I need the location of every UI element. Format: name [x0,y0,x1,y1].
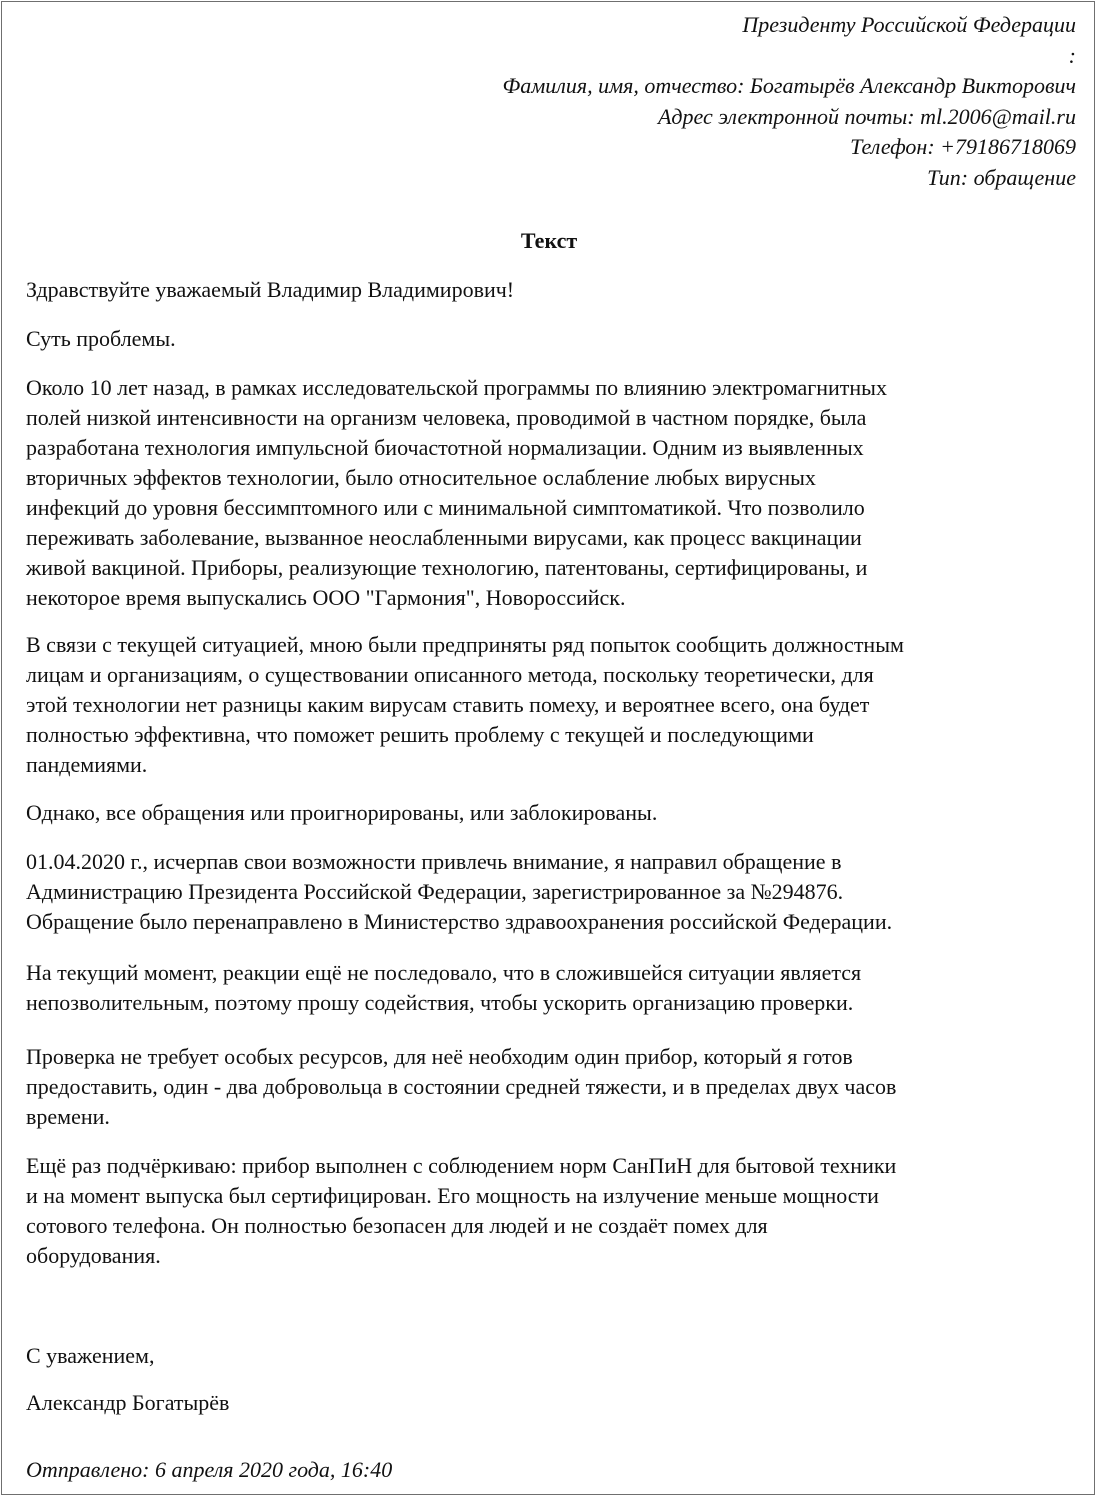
text-line: На текущий момент, реакции ещё не последовало, что в сложившейся ситуации является [26,960,862,985]
problem-heading-line: Суть проблемы. [26,326,176,351]
text-line: разработана технология импульсной биочастотной нормализации. Одним из выявленных [26,435,864,460]
header-type: Тип: обращение [927,164,1076,190]
text-line: Обращение было перенаправлено в Министерство здравоохранения российской Федерации. [26,909,893,934]
sent-timestamp: Отправлено: 6 апреля 2020 года, 16:40 [26,1457,393,1482]
text-line: живой вакциной. Приборы, реализующие технологию, патентованы, сертифицированы, и [26,555,868,580]
text-line: времени. [26,1104,110,1129]
header-colon: : [1068,42,1076,68]
closing [26,1341,1081,1371]
header-full-name: Фамилия, имя, отчество: Богатырёв Александр Викторович [502,73,1076,98]
text-line: вторичных эффектов технологии, было относительное ослабление любых вирусных [26,465,816,490]
text-line: переживать заболевание, вызванное неослабленными вирусами, как процесс вакцинации [26,525,862,550]
signature-line: Александр Богатырёв [26,1390,230,1415]
document-page [1,1,1095,1495]
paragraph-situation [26,630,1081,780]
header-email: Адрес электронной почты: ml.2006@mail.ru [657,103,1076,129]
paragraph-appeal [26,847,1081,937]
text-line: этой технологии нет разницы каким вирусам ставить помеху, и вероятнее всего, она будет [26,692,870,717]
text-line: оборудования. [26,1243,161,1268]
text-line: Ещё раз подчёркиваю: прибор выполнен с соблюдением норм СанПиН для бытовой техники [26,1153,897,1178]
text-line: 01.04.2020 г., исчерпав свои возможности привлечь внимание, я направил обращение в [26,849,842,874]
greeting [26,275,1081,305]
text-line: непозволительным, поэтому прошу содействия, чтобы ускорить организацию проверки. [26,990,854,1015]
text-line: предоставить, один - два добровольца в состоянии средней тяжести, и в пределах двух часов [26,1074,897,1099]
header-phone: Телефон: +79186718069 [850,134,1076,159]
paragraph-technology [26,373,1081,613]
text-line: лицам и организациям, о существовании описанного метода, поскольку теоретически, для [26,662,874,687]
letter-header [503,10,1076,193]
text-line: Однако, все обращения или проигнорированы, или заблокированы. [26,800,658,825]
text-line: полностью эффективна, что поможет решить проблему с текущей и последующими [26,722,814,747]
text-line: полей низкой интенсивности на организм человека, проводимой в частном порядке, была [26,405,867,430]
paragraph-check [26,1042,1081,1132]
closing-line: С уважением, [26,1343,155,1368]
signature [26,1388,1081,1418]
text-line: и на момент выпуска был сертифицирован. Его мощность на излучение меньше мощности [26,1183,879,1208]
text-line: Проверка не требует особых ресурсов, для неё необходим один прибор, который я готов [26,1044,853,1069]
text-line: некоторое время выпускались ООО "Гармония", Новороссийск. [26,585,626,610]
text-line: сотового телефона. Он полностью безопасен для людей и не создаёт помех для [26,1213,768,1238]
text-line: пандемиями. [26,752,148,777]
problem-heading [26,324,1081,354]
text-line: инфекций до уровня бессимптомного или с минимальной симптоматикой. Что позволило [26,495,865,520]
header-addressee: Президенту Российской Федерации [742,12,1076,37]
document-title: Текст [520,228,578,253]
text-line: В связи с текущей ситуацией, мною были предприняты ряд попыток сообщить должностным [26,632,904,657]
paragraph-request [26,958,1081,1018]
text-line: Около 10 лет назад, в рамках исследовательской программы по влиянию электромагнитных [26,375,887,400]
paragraph-ignored [26,798,1081,828]
greeting-line: Здравствуйте уважаемый Владимир Владимирович! [26,277,515,302]
text-line: Администрацию Президента Российской Федерации, зарегистрированное за №294876. [26,879,844,904]
paragraph-safety [26,1151,1081,1271]
